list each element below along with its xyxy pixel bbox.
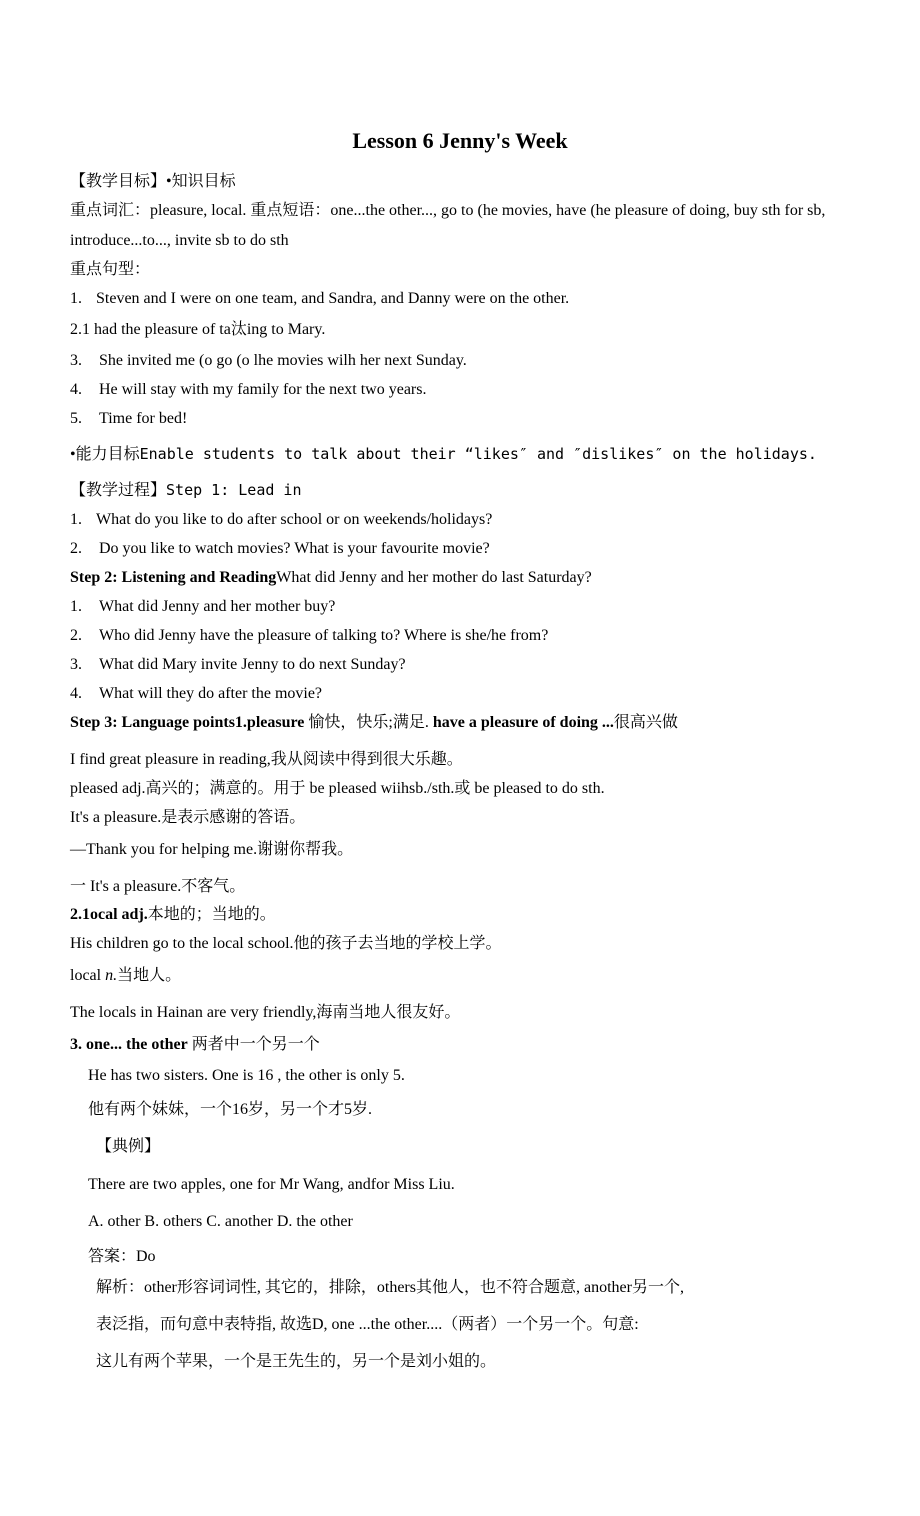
- lesson-title: Lesson 6 Jenny's Week: [352, 128, 568, 153]
- local-word: local: [70, 967, 106, 984]
- ability-goal-text: Enable students to talk about their “likes″ and ″dislikes″ on the holidays.: [139, 445, 817, 463]
- example-english: He has two sisters. One is 16 , the other is only 5.: [88, 1067, 405, 1084]
- one-other-heading: [70, 1035, 320, 1055]
- part-of-speech: n.: [105, 967, 118, 984]
- local-label: 2.1ocal adj.: [70, 906, 148, 923]
- sentence-text: 2.1 had the pleasure of ta汰ing to Mary.: [70, 321, 326, 338]
- dialogue-line: —Thank you for helping me.谢谢你帮我。: [70, 841, 354, 858]
- process-heading-label: 【教学过程】: [70, 482, 167, 499]
- one-other-label: 3. one... the other: [70, 1036, 188, 1053]
- analysis-line: 这儿有两个苹果，一个是王先生的，另一个是刘小姐的。: [96, 1353, 497, 1370]
- dialogue-line: 一 It's a pleasure.不客气。: [70, 878, 246, 895]
- analysis-line: 解析：other形容词词性, 其它的，排除，others其他人，也不符合题意, another另一个,: [96, 1279, 684, 1296]
- process-heading: [70, 480, 301, 501]
- step2-text: What did Jenny and her mother do last Saturday?: [276, 569, 592, 586]
- locals-example: The locals in Hainan are very friendly,海南当地人很友好。: [70, 1004, 461, 1021]
- sentence-number: 5.: [70, 410, 82, 427]
- sentence-item: [70, 320, 325, 340]
- question-number: 3.: [70, 656, 82, 673]
- step3-phrase: have a pleasure of doing ...: [432, 714, 614, 731]
- exercise-answer: 答案：Do: [88, 1248, 156, 1265]
- sentence-number: 3.: [70, 352, 82, 369]
- step3-label: Step 3: Language points1.pleasure: [70, 714, 305, 731]
- question-text: What did Mary invite Jenny to do next Sunday?: [99, 656, 406, 673]
- ability-goal-label: •能力目标: [70, 446, 140, 463]
- pleasure-reply-note: It's a pleasure.是表示感谢的答语。: [70, 809, 306, 826]
- step3-phrase-meaning: 很高兴做: [613, 714, 678, 731]
- question-text: Do you like to watch movies? What is your favourite movie?: [99, 540, 490, 557]
- sentence-item: [70, 289, 569, 309]
- exercise-options: A. other B. others C. another D. the other: [88, 1213, 353, 1230]
- example-chinese: 他有两个妹妹，一个16岁，另一个才5岁.: [88, 1101, 373, 1118]
- sentence-number: 4.: [70, 381, 82, 398]
- exercise-question: There are two apples, one for Mr Wang, andfor Miss Liu.: [88, 1176, 455, 1193]
- local-meaning: 本地的；当地的。: [147, 906, 276, 923]
- step3-heading: [70, 713, 678, 733]
- analysis-line: 表泛指，而句意中表特指, 故选D, one ...the other....（两者）一个另一个。句意:: [96, 1316, 639, 1333]
- step1-question: [70, 539, 490, 559]
- step1-question: [70, 510, 492, 530]
- step2-heading: [70, 568, 592, 588]
- step2-question: [70, 655, 406, 675]
- question-text: Who did Jenny have the pleasure of talking to? Where is she/he from?: [99, 627, 549, 644]
- step3-text: 愉快，快乐;满足.: [304, 714, 433, 731]
- sentence-text: Steven and I were on one team, and Sandra, and Danny were on the other.: [96, 290, 570, 307]
- question-text: What will they do after the movie?: [99, 685, 323, 702]
- question-number: 4.: [70, 685, 82, 702]
- step2-question: [70, 626, 548, 646]
- step2-label: Step 2: Listening and Reading: [70, 569, 277, 586]
- step1-heading: Step 1: Lead in: [166, 481, 302, 499]
- step2-question: [70, 684, 322, 704]
- local-noun-meaning: 当地人。: [117, 967, 182, 984]
- local-heading: [70, 905, 276, 925]
- step2-question: [70, 597, 335, 617]
- one-other-meaning: 两者中一个另一个: [187, 1036, 320, 1053]
- key-vocabulary: 重点词汇：pleasure, local. 重点短语：one...the other..., go to (he movies, have (he pleasure of doing, buy sth for sb, introduce...to..., invite sb to do sth: [70, 202, 826, 249]
- local-example: His children go to the local school.他的孩子去当地的学校上学。: [70, 935, 502, 952]
- goals-heading: 【教学目标】•知识目标: [70, 173, 236, 190]
- typical-example-heading: 【典例】: [96, 1138, 161, 1155]
- sentence-number: 1.: [70, 290, 82, 307]
- sentences-heading: 重点句型：: [70, 261, 151, 278]
- question-number: 1.: [70, 598, 82, 615]
- question-number: 2.: [70, 540, 82, 557]
- sentence-text: He will stay with my family for the next two years.: [99, 381, 427, 398]
- local-noun: [70, 966, 181, 986]
- question-text: What did Jenny and her mother buy?: [99, 598, 336, 615]
- sentence-text: Time for bed!: [99, 410, 188, 427]
- sentence-text: She invited me (o go (o lhe movies wilh her next Sunday.: [99, 352, 467, 369]
- ability-goal: [70, 444, 817, 465]
- question-number: 1.: [70, 511, 82, 528]
- sentence-item: [70, 380, 426, 400]
- question-number: 2.: [70, 627, 82, 644]
- pleased-usage: pleased adj.高兴的；满意的。用于 be pleased wiihsb./sth.或 be pleased to do sth.: [70, 780, 605, 797]
- question-text: What do you like to do after school or on weekends/holidays?: [96, 511, 493, 528]
- sentence-item: [70, 409, 187, 429]
- pleasure-example: I find great pleasure in reading,我从阅读中得到很大乐趣。: [70, 751, 463, 768]
- sentence-item: [70, 351, 467, 371]
